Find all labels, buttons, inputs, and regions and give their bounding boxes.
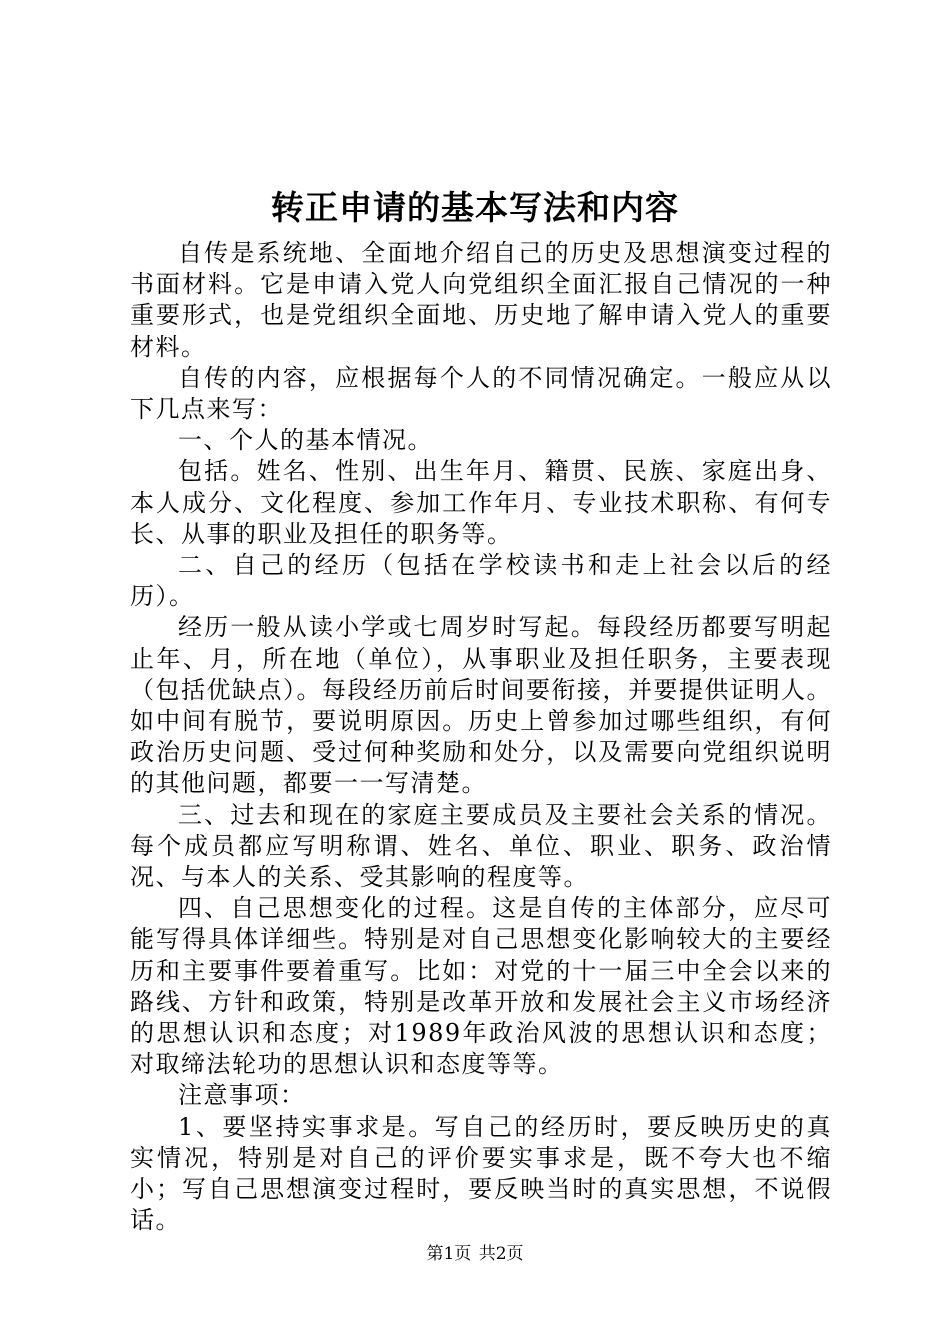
paragraph-experience: 经历一般从读小学或七周岁时写起。每段经历都要写明起止年、月，所在地（单位），从事职业及担任职务，主要表现（包括优缺点）。每段经历前后时间要衔接，并要提供证明人。如中间有脱节，要说明原因。历史上曾参加过哪些组织，有何政治历史问题、受过何种奖励和处分，以及需要向党组织说明的其他问题，都要一一写清楚。 — [130, 613, 832, 798]
paragraph-basic-info: 包括。姓名、性别、出生年月、籍贯、民族、家庭出身、本人成分、文化程度、参加工作年月、专业技术职称、有何专长、从事的职业及担任的职务等。 — [130, 457, 832, 548]
paragraph-intro: 自传是系统地、全面地介绍自己的历史及思想演变过程的书面材料。它是申请入党人向党组织全面汇报自己情况的一种重要形式，也是党组织全面地、历史地了解申请入党人的重要材料。 — [130, 239, 832, 361]
heading-basic-info: 一、个人的基本情况。 — [178, 426, 433, 455]
paragraph-content-overview: 自传的内容，应根据每个人的不同情况确定。一般应从以下几点来写： — [130, 363, 832, 424]
paragraph-family: 三、过去和现在的家庭主要成员及主要社会关系的情况。每个成员都应写明称谓、姓名、单位、职业、职务、政治情况、与本人的关系、受其影响的程度等。 — [130, 800, 832, 892]
page-total: 共2页 — [478, 1244, 524, 1264]
heading-notes: 注意事项： — [178, 1081, 306, 1110]
document-title: 转正申请的基本写法和内容 — [271, 188, 679, 227]
paragraph-note-1: 1、要坚持实事求是。写自己的经历时，要反映历史的真实情况，特别是对自己的评价要实事求是，既不夸大也不缩小；写自己思想演变过程时，要反映当时的真实思想，不说假话。 — [130, 1112, 832, 1235]
heading-experience: 二、自己的经历（包括在学校读书和走上社会以后的经历）。 — [130, 551, 832, 611]
paragraph-thought-change: 四、自己思想变化的过程。这是自传的主体部分，应尽可能写得具体详细些。特别是对自己思想变化影响较大的主要经历和主要事件要着重写。比如：对党的十一届三中全会以来的路线、方针和政策，特别是改革开放和发展社会主义市场经济的思想认识和态度；对1989年政治风波的思想认识和态度；对取缔法轮功的思想认识和态度等等。 — [130, 894, 832, 1079]
page-number: 第1页 — [426, 1244, 472, 1264]
page-footer — [0, 1243, 950, 1265]
document-body — [130, 238, 832, 1237]
